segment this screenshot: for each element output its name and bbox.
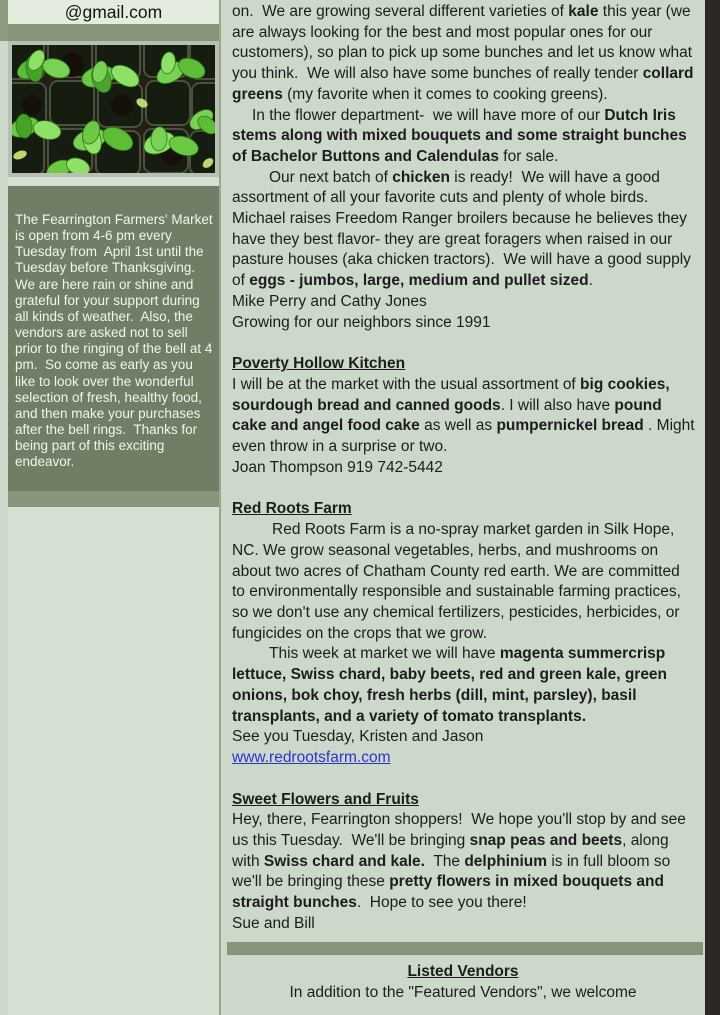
text-run: this year (we are always looking for the best and most popular ones for our customers), so plan to pick up some bunches and let us know what you think. We will also have some bunches of really tender bbox=[232, 3, 697, 83]
text-run: Hey, there, Fearrington shoppers! We hope you'll stop by and see us this Tuesday. We'll be bringing bbox=[232, 811, 691, 850]
text-run: chicken bbox=[392, 168, 450, 186]
paragraph bbox=[232, 313, 696, 334]
text-run: This week at market we will have bbox=[269, 645, 500, 663]
paragraph bbox=[232, 727, 696, 748]
paragraph bbox=[232, 458, 696, 479]
newsletter-body bbox=[221, 0, 705, 935]
text-run: Joan Thompson 919 742-5442 bbox=[232, 458, 443, 476]
text-run: . I will also have bbox=[500, 396, 615, 414]
text-run: pound cake and angel food cake bbox=[232, 396, 667, 435]
page-right-gutter bbox=[705, 0, 720, 1015]
text-run: kale bbox=[568, 3, 599, 20]
top-left-accent-strip bbox=[0, 0, 8, 41]
section-heading: Red Roots Farm bbox=[232, 500, 352, 518]
text-run: I will be at the market with the usual assortment of bbox=[232, 375, 581, 393]
green-band-bottom bbox=[8, 491, 219, 507]
text-run: on. We are growing several different varieties of bbox=[232, 3, 569, 20]
text-run: (my favorite when it comes to cooking greens). bbox=[282, 85, 608, 103]
text-run: Growing for our neighbors since 1991 bbox=[232, 313, 491, 331]
text-run: collard greens bbox=[232, 65, 698, 103]
text-run: . Hope to see you there! bbox=[356, 894, 527, 912]
paragraph bbox=[232, 810, 696, 914]
text-run: delphinium bbox=[464, 852, 548, 870]
text-run: Swiss chard and kale. bbox=[263, 852, 425, 870]
text-run: , along with bbox=[232, 832, 673, 870]
paragraph bbox=[232, 2, 696, 106]
text-run: as well as bbox=[419, 417, 497, 435]
paragraph bbox=[232, 292, 696, 313]
listed-vendors-section bbox=[221, 962, 705, 1004]
basil-seedlings-image bbox=[12, 45, 215, 173]
listed-vendors-intro: In addition to the "Featured Vendors", we welcome bbox=[289, 984, 637, 1002]
basil-seedlings-photo bbox=[8, 41, 219, 177]
listed-vendors-heading: Listed Vendors bbox=[407, 962, 519, 980]
text-run: magenta summercrisp lettuce, Swiss chard, baby beets, red and green kale, green onions, bok choy, fresh herbs (dill, mint, parsley), basil transplants, and a variety of tomato transplants. bbox=[232, 645, 672, 725]
section-heading: Sweet Flowers and Fruits bbox=[232, 790, 419, 808]
sidebar-gap bbox=[8, 177, 219, 186]
paragraph bbox=[232, 748, 696, 769]
newsletter-sidebar bbox=[8, 0, 219, 1015]
text-run: eggs - jumbos, large, medium and pullet sized bbox=[249, 272, 589, 290]
text-run: Sue and Bill bbox=[232, 914, 315, 932]
redrootsfarm-link[interactable]: www.redrootsfarm.com bbox=[232, 748, 391, 766]
text-run: In the flower department- we will have more of our bbox=[252, 106, 605, 124]
section-heading: Poverty Hollow Kitchen bbox=[232, 355, 406, 373]
text-run: Red Roots Farm is a no-spray market garden in Silk Hope, NC. We grow seasonal vegetables, herbs, and mushrooms on about two acres of Chatham County red earth. We are committed to environmentally responsible and sustainable farming practices, so we don't use any chemical fertilizers, pesticides, herbicides, or fungicides on the crops that we grow. bbox=[232, 521, 686, 642]
text-run: Our next batch of bbox=[269, 168, 393, 186]
text-run: for sale. bbox=[498, 147, 559, 165]
text-run: big cookies, sourdough bread and canned goods bbox=[232, 375, 674, 414]
section-divider-bar bbox=[227, 942, 703, 955]
paragraph bbox=[232, 520, 696, 644]
text-run: is ready! We will have a good assortment of all your favorite cuts and plenty of whole birds. Michael raises Freedom Ranger broilers because he believes they have they best flavor- they are great foragers when raised in our pasture houses (aka chicken tractors). We will have a good supply of bbox=[232, 168, 696, 290]
text-run: Mike Perry and Cathy Jones bbox=[232, 292, 427, 310]
text-run: pretty flowers in mixed bouquets and straight bunches bbox=[232, 873, 669, 912]
text-run: . bbox=[588, 272, 593, 290]
paragraph bbox=[232, 375, 699, 458]
text-run: pumpernickel bread bbox=[496, 417, 644, 435]
text-run: Dutch Iris stems along with mixed bouquets and some straight bunches of Bachelor Buttons and Calendulas bbox=[232, 106, 692, 165]
text-run: The bbox=[424, 852, 465, 870]
paragraph bbox=[232, 914, 696, 935]
text-run: is in full bloom so we'll be bringing these bbox=[232, 852, 675, 891]
green-band-top bbox=[8, 24, 219, 41]
text-run: See you Tuesday, Kristen and Jason bbox=[232, 728, 484, 746]
paragraph bbox=[232, 168, 696, 292]
text-run: . Might even throw in a surprise or two. bbox=[232, 417, 699, 456]
paragraph bbox=[232, 644, 696, 727]
market-about-text: The Fearrington Farmers' Market is open from 4-6 pm every Tuesday from April 1st until the Tuesday before Thanksgiving. We are here rain or shine and grateful for your support during all kinds of weather. Also, the vendors are asked not to sell prior to the ringing of the bell at 4 pm. So come as early as you like to look over the wonderful selection of fresh, healthy food, and then make your purchases after the bell rings. Thanks for being part of this exciting endeavor. bbox=[8, 186, 219, 491]
paragraph bbox=[232, 106, 696, 168]
newsletter-main-column bbox=[221, 0, 705, 1015]
sender-email-header: @gmail.com bbox=[8, 0, 219, 24]
text-run: snap peas and beets bbox=[469, 832, 623, 850]
